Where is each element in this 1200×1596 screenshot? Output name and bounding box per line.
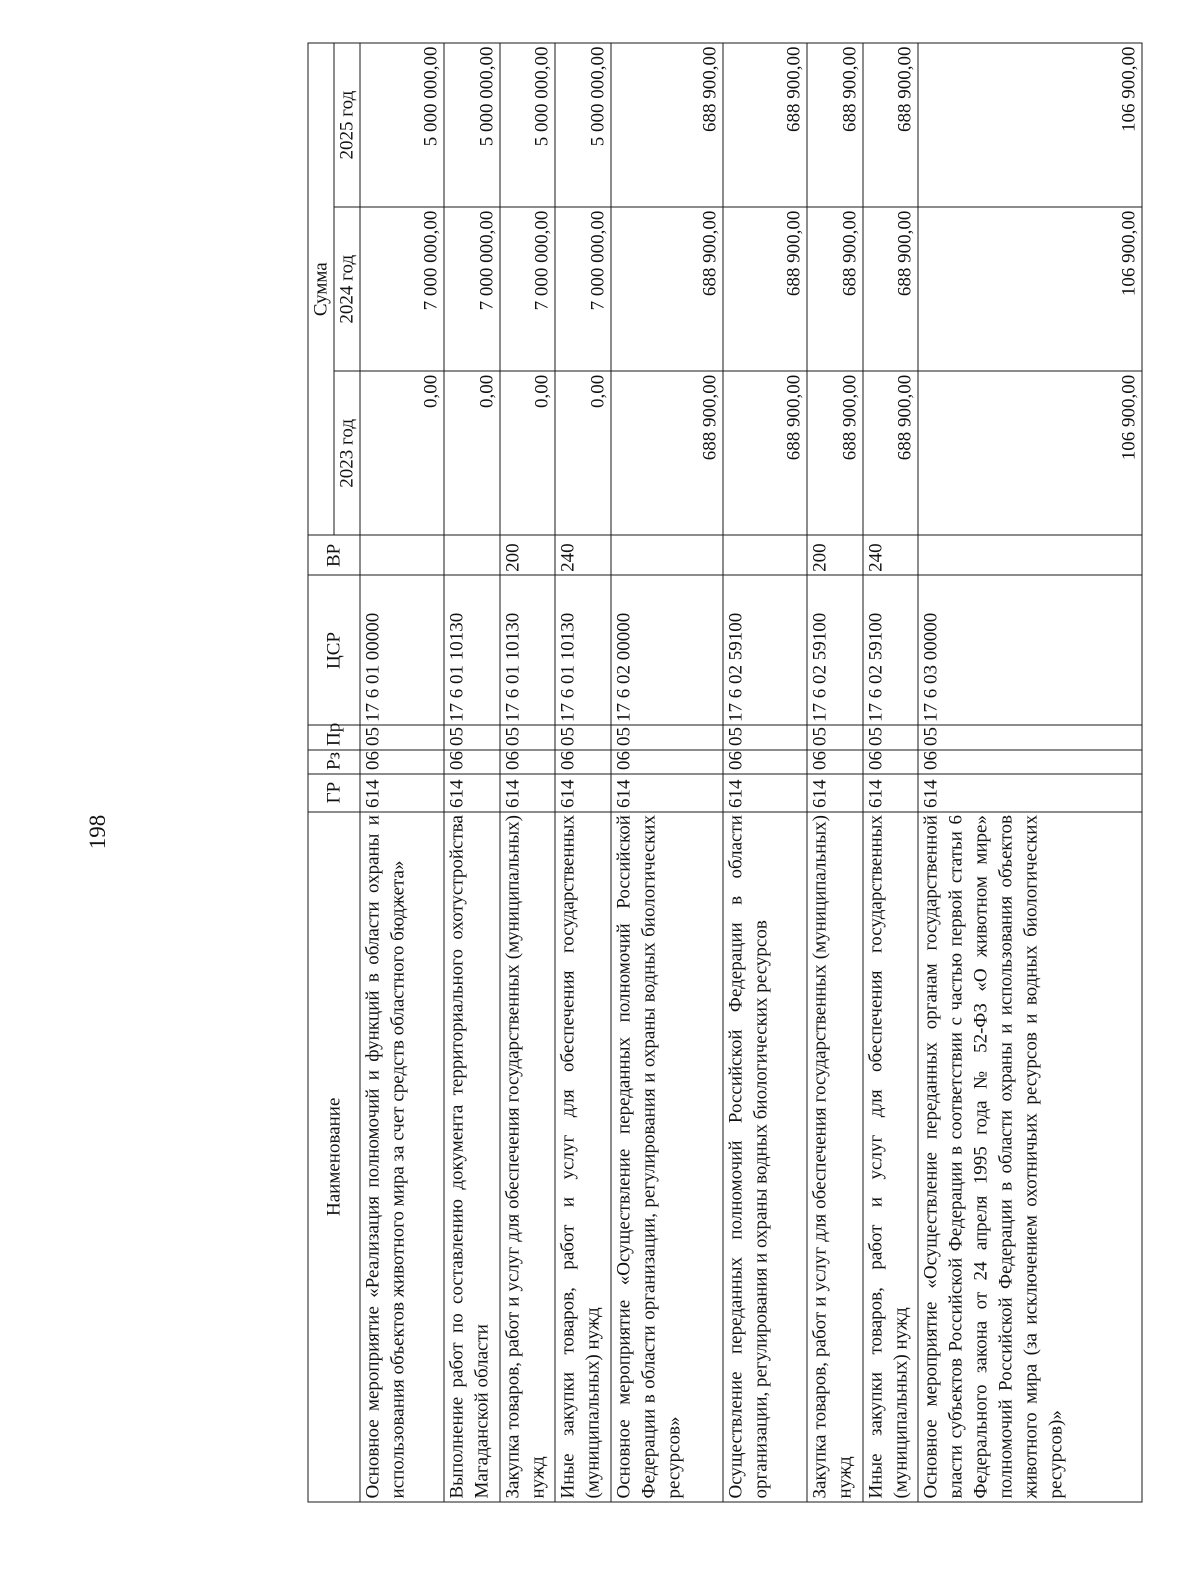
row-gr: 614: [807, 774, 863, 812]
header-pr: Пр: [308, 726, 360, 750]
row-2024: 7 000 000,00: [555, 207, 611, 371]
header-2024: 2024 год: [334, 207, 360, 371]
row-rz: 06: [723, 750, 807, 774]
row-vr: [611, 535, 723, 575]
row-2023: 688 900,00: [863, 371, 919, 535]
row-rz: 06: [863, 750, 919, 774]
row-name: Основное мероприятие «Реализация полномочий и функций в области охраны и использования объектов животного мира за счет средств областного бюджета»: [360, 812, 444, 1502]
row-csr: 17 6 03 00000: [918, 575, 1142, 725]
row-csr: 17 6 01 10130: [444, 575, 500, 725]
table-row: [807, 43, 863, 1502]
row-rz: 06: [555, 750, 611, 774]
table-row: [555, 43, 611, 1502]
row-name: Иные закупки товаров, работ и услуг для обеспечения государственных (муниципальных) нужд: [863, 812, 919, 1502]
row-csr: 17 6 02 59100: [863, 575, 919, 725]
row-name: Закупка товаров, работ и услуг для обеспечения государственных (муниципальных) нужд: [807, 812, 863, 1502]
row-gr: 614: [444, 774, 500, 812]
table-row: [723, 43, 807, 1502]
row-2025: 5 000 000,00: [500, 43, 556, 207]
row-vr: 200: [807, 535, 863, 575]
budget-table-container: [308, 43, 1143, 1503]
table-row: [360, 43, 444, 1502]
row-vr: [723, 535, 807, 575]
row-2024: 7 000 000,00: [500, 207, 556, 371]
row-vr: [444, 535, 500, 575]
header-name: Наименование: [308, 812, 360, 1502]
row-2023: 0,00: [555, 371, 611, 535]
row-2023: 688 900,00: [807, 371, 863, 535]
row-csr: 17 6 02 59100: [723, 575, 807, 725]
row-name: Выполнение работ по составлению документа территориального охотустройства Магаданской области: [444, 812, 500, 1502]
header-sum: Сумма: [308, 43, 334, 535]
row-vr: [918, 535, 1142, 575]
row-2024: 688 900,00: [807, 207, 863, 371]
table-row: [444, 43, 500, 1502]
row-2023: 688 900,00: [723, 371, 807, 535]
row-2025: 688 900,00: [807, 43, 863, 207]
header-2025: 2025 год: [334, 43, 360, 207]
row-2023: 0,00: [444, 371, 500, 535]
row-2025: 688 900,00: [723, 43, 807, 207]
header-2023: 2023 год: [334, 371, 360, 535]
row-2025: 5 000 000,00: [360, 43, 444, 207]
header-vr: ВР: [308, 535, 360, 575]
row-pr: 05: [611, 726, 723, 750]
table-row: [918, 43, 1142, 1502]
row-2024: 688 900,00: [863, 207, 919, 371]
row-vr: [360, 535, 444, 575]
row-pr: 05: [360, 726, 444, 750]
table-row: [611, 43, 723, 1502]
row-rz: 06: [807, 750, 863, 774]
table-row: [500, 43, 556, 1502]
row-2025: 688 900,00: [611, 43, 723, 207]
row-gr: 614: [360, 774, 444, 812]
row-2025: 5 000 000,00: [444, 43, 500, 207]
row-gr: 614: [500, 774, 556, 812]
row-2023: 0,00: [500, 371, 556, 535]
row-vr: 240: [555, 535, 611, 575]
row-pr: 05: [807, 726, 863, 750]
row-gr: 614: [918, 774, 1142, 812]
row-name: Осуществление переданных полномочий Российской Федерации в области организации, регулирования и охраны водных биологических ресурсов: [723, 812, 807, 1502]
row-pr: 05: [500, 726, 556, 750]
row-2024: 106 900,00: [918, 207, 1142, 371]
row-rz: 06: [444, 750, 500, 774]
row-name: Основное мероприятие «Осуществление переданных органам государственной власти субъектов Российской Федерации в соответствии с частью первой статьи 6 Федерального закона от 24 апреля 1995 года № 52-ФЗ «О животном мире» полномочий Российской Федерации в области охраны и использования объектов животного мира (за исключением охотничьих ресурсов и водных биологических ресурсов)»: [918, 812, 1142, 1502]
row-rz: 06: [360, 750, 444, 774]
row-rz: 06: [500, 750, 556, 774]
table-body: [360, 43, 1142, 1502]
row-csr: 17 6 02 59100: [807, 575, 863, 725]
row-pr: 05: [444, 726, 500, 750]
row-pr: 05: [863, 726, 919, 750]
row-name: Основное мероприятие «Осуществление переданных полномочий Российской Федерации в области организации, регулирования и охраны водных биологических ресурсов»: [611, 812, 723, 1502]
row-2025: 688 900,00: [863, 43, 919, 207]
row-name: Закупка товаров, работ и услуг для обеспечения государственных (муниципальных) нужд: [500, 812, 556, 1502]
row-rz: 06: [611, 750, 723, 774]
row-2025: 5 000 000,00: [555, 43, 611, 207]
page-number: 198: [85, 814, 110, 850]
row-csr: 17 6 02 00000: [611, 575, 723, 725]
row-2024: 7 000 000,00: [444, 207, 500, 371]
row-2023: 688 900,00: [611, 371, 723, 535]
row-pr: 05: [555, 726, 611, 750]
table-header: [308, 43, 360, 1502]
row-csr: 17 6 01 10130: [500, 575, 556, 725]
header-csr: ЦСР: [308, 575, 360, 725]
row-2025: 106 900,00: [918, 43, 1142, 207]
row-gr: 614: [555, 774, 611, 812]
header-gr: ГР: [308, 774, 360, 812]
row-csr: 17 6 01 00000: [360, 575, 444, 725]
row-gr: 614: [863, 774, 919, 812]
row-pr: 05: [723, 726, 807, 750]
row-csr: 17 6 01 10130: [555, 575, 611, 725]
row-2023: 0,00: [360, 371, 444, 535]
row-2024: 7 000 000,00: [360, 207, 444, 371]
row-2023: 106 900,00: [918, 371, 1142, 535]
table-row: [863, 43, 919, 1502]
row-vr: 200: [500, 535, 556, 575]
header-rz: Рз: [308, 750, 360, 774]
row-gr: 614: [723, 774, 807, 812]
row-pr: 05: [918, 726, 1142, 750]
row-rz: 06: [918, 750, 1142, 774]
row-gr: 614: [611, 774, 723, 812]
row-2024: 688 900,00: [723, 207, 807, 371]
row-name: Иные закупки товаров, работ и услуг для обеспечения государственных (муниципальных) нужд: [555, 812, 611, 1502]
row-2024: 688 900,00: [611, 207, 723, 371]
row-vr: 240: [863, 535, 919, 575]
budget-table: [308, 43, 1143, 1503]
